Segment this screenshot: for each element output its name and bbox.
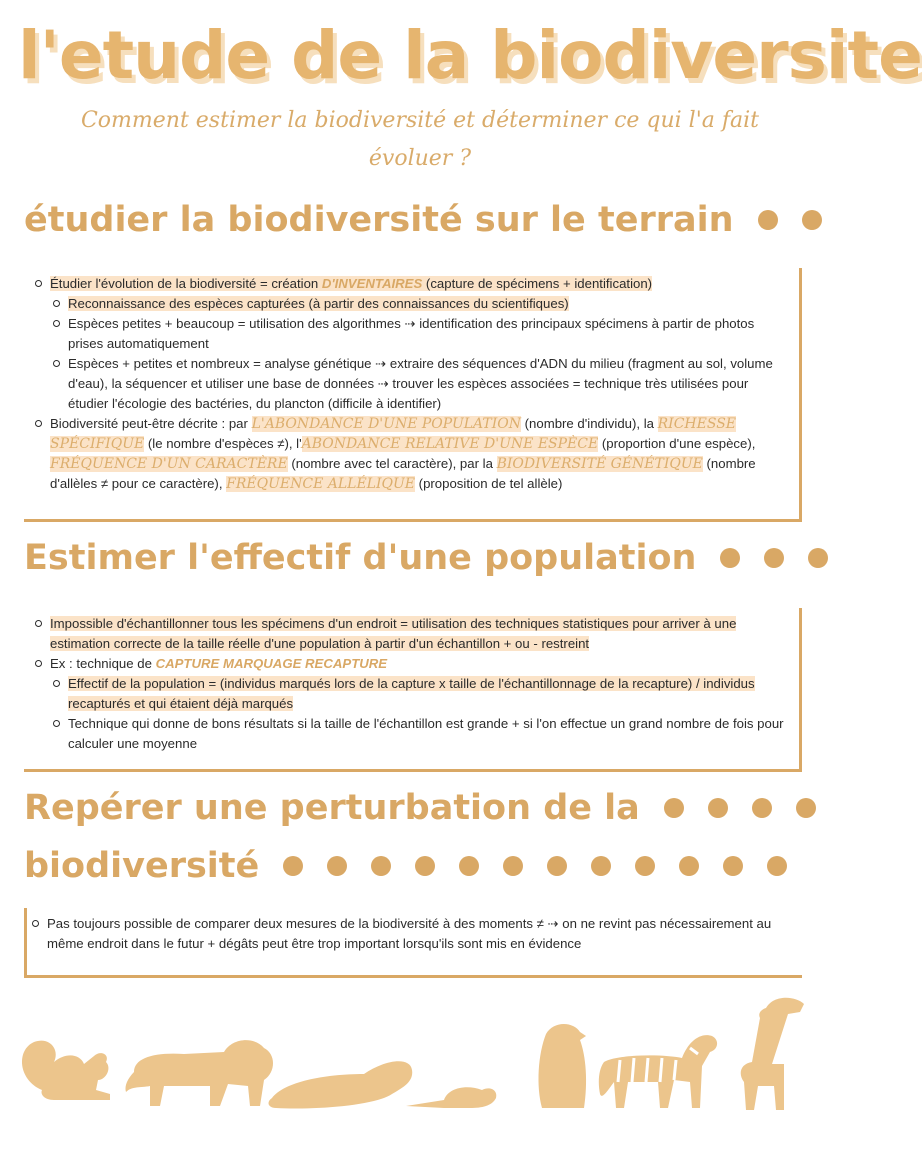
decorative-dot — [796, 798, 816, 818]
decorative-dot — [415, 856, 435, 876]
decorative-dot — [503, 856, 523, 876]
decorative-dot — [635, 856, 655, 876]
giraffe-icon — [741, 998, 804, 1110]
section-title-text: Repérer une perturbation de la — [24, 788, 640, 828]
section-title-terrain — [24, 200, 822, 240]
section-title-text: étudier la biodiversité sur le terrain — [24, 200, 734, 240]
list-item: Technique qui donne de bons résultats si la taille de l'échantillon est grande + si l'on effectue un grand nombre de fois pour calculer une moyenne — [68, 714, 789, 754]
list-item: Reconnaissance des espèces capturées (à partir des connaissances du scientifiques) — [68, 294, 789, 314]
decorative-dot — [547, 856, 567, 876]
section-title-perturbation — [24, 788, 816, 828]
section-title-effectif — [24, 538, 828, 578]
list-item: Pas toujours possible de comparer deux mesures de la biodiversité à des moments ≠ ⇢ on ne revint pas nécessairement au même endroit dans le futur + dégâts peut être trop important lorsqu'ils sont mis en évidence — [47, 914, 792, 954]
decorative-dot — [758, 210, 778, 230]
list-item: Espèces + petites et nombreux = analyse génétique ⇢ extraire des séquences d'ADN du milieu (fragment au sol, volume d'eau), la séquencer et utiliser une base de données ⇢ trouver les espèces associées = technique très utilisées pour étudier l'écologie des bactéries, du plancton (difficile à identifier) — [68, 354, 789, 414]
list-item: Ex : technique de CAPTURE MARQUAGE RECAPTURE Effectif de la population = (individus marqués lors de la capture x taille de l'échantillonnage de la recapture) / individus recapturés et qui étaient déjà marqués Technique qui donne de bons résultats si la taille de l'échantillon est grande + si l'on effectue un grand nombre de fois pour calculer une moyenne — [50, 654, 789, 754]
section-box-effectif — [24, 608, 802, 772]
decorative-dot — [764, 548, 784, 568]
list-item: Biodiversité peut-être décrite : par L'ABONDANCE D'UNE POPULATION (nombre d'individu), la RICHESSE SPÉCIFIQUE (le nombre d'espèces ≠), l'ABONDANCE RELATIVE D'UNE ESPÈCE (proportion d'une espèce), FRÉQUENCE D'UN CARACTÈRE (nombre avec tel caractère), par la BIODIVERSITÉ GÉNÉTIQUE (nombre d'allèles ≠ pour ce caractère), FRÉQUENCE ALLÉLIQUE (proposition de tel allèle) — [50, 414, 789, 494]
decorative-dot — [767, 856, 787, 876]
section-box-perturbation — [24, 908, 802, 978]
zebra-icon — [599, 1035, 717, 1108]
lion-icon — [125, 1040, 273, 1106]
decorative-dot — [664, 798, 684, 818]
page-title: l'etude de la biodiversite — [18, 17, 922, 94]
rat-icon — [406, 1087, 496, 1108]
animals-illustration — [14, 990, 814, 1120]
decorative-dot — [708, 798, 728, 818]
list-item: Effectif de la population = (individus marqués lors de la capture x taille de l'échantillonnage de la recapture) / individus recapturés et qui étaient déjà marqués — [68, 674, 789, 714]
section-box-terrain — [24, 268, 802, 522]
seal-icon — [269, 1061, 413, 1108]
decorative-dot — [808, 548, 828, 568]
decorative-dot — [802, 210, 822, 230]
decorative-dot — [327, 856, 347, 876]
list-item: Étudier l'évolution de la biodiversité = création D'INVENTAIRES (capture de spécimens + identification) Reconnaissance des espèces capturées (à partir des connaissances du scientifiques) Espèces petites + beaucoup = utilisation des algorithmes ⇢ identification des principaux spécimens à partir de photos prises automatiquement Espèces + petites et nombreux = analyse génétique ⇢ extraire des séquences d'ADN du milieu (fragment au sol, volume d'eau), la séquencer et utiliser une base de données ⇢ trouver les espèces associées = technique très utilisées pour étudier l'écologie des bactéries, du plancton (difficile à identifier) — [50, 274, 789, 414]
penguin-icon — [539, 1024, 587, 1108]
section-title-text: Estimer l'effectif d'une population — [24, 538, 697, 578]
section-title-perturbation-line2 — [24, 846, 787, 886]
decorative-dot — [679, 856, 699, 876]
list-item: Impossible d'échantillonner tous les spécimens d'un endroit = utilisation des techniques statistiques pour arriver à une estimation correcte de la taille réelle d'une population à partir d'un échantillon + ou - restreint — [50, 614, 789, 654]
list-item: Espèces petites + beaucoup = utilisation des algorithmes ⇢ identification des principaux spécimens à partir de photos prises automatiquement — [68, 314, 789, 354]
section-title-text: biodiversité — [24, 846, 260, 886]
decorative-dot — [591, 856, 611, 876]
decorative-dot — [371, 856, 391, 876]
decorative-dot — [723, 856, 743, 876]
squirrel-icon — [22, 1041, 110, 1100]
decorative-dot — [459, 856, 479, 876]
decorative-dot — [720, 548, 740, 568]
page-subtitle: Comment estimer la biodiversité et déterminer ce qui l'a fait évoluer ? — [80, 108, 760, 171]
decorative-dot — [752, 798, 772, 818]
decorative-dot — [283, 856, 303, 876]
